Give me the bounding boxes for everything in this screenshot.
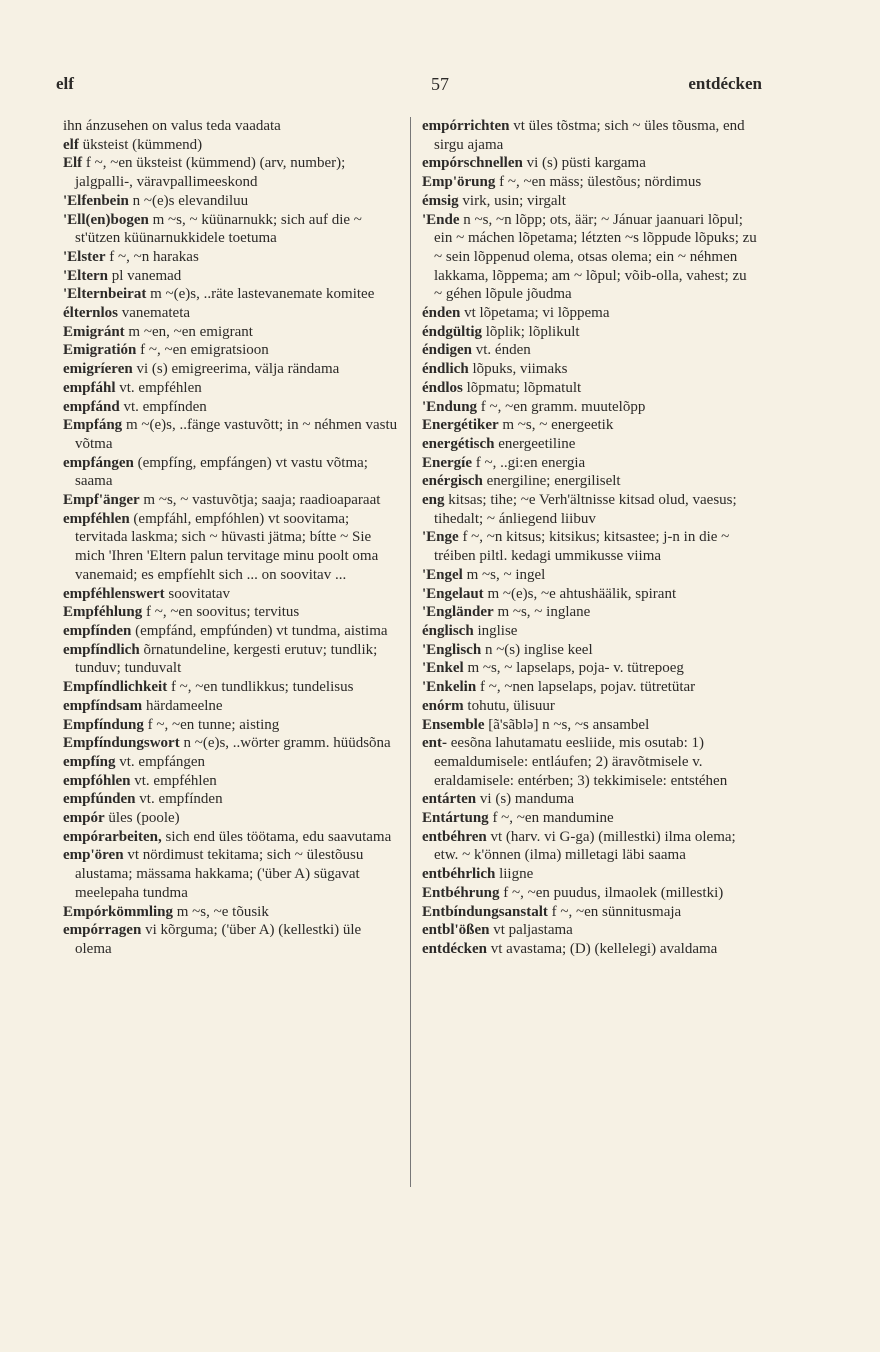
dictionary-entry xyxy=(422,622,758,641)
entry-definition: vt. empfínden xyxy=(139,791,223,808)
dictionary-entry xyxy=(63,846,399,902)
entry-definition: m ~s, ~ lapselaps, poja- v. tütrepoeg xyxy=(467,660,684,677)
entry-definition: f ~, ~nen lapselaps, pojav. tütretütar xyxy=(479,679,696,696)
entry-definition: ihn ánzusehen on valus teda vaadata xyxy=(63,118,281,134)
entry-definition: vt (harv. vi G-ga) (millestki) ilma olema; etw. ~ k'önnen (ilma) milletagi läbi saama xyxy=(434,828,736,864)
entry-headword: Entbéhrung xyxy=(422,884,500,901)
entry-definition: üksteist (kümmend) xyxy=(82,136,203,153)
entry-definition: n ~(s) inglise keel xyxy=(484,641,593,658)
entry-headword: empfóhlen xyxy=(63,772,131,789)
entry-headword: énden xyxy=(422,305,461,322)
dictionary-entry xyxy=(63,585,399,604)
entry-definition: m ~s, ~ inglane xyxy=(497,604,591,621)
dictionary-entry xyxy=(63,360,399,379)
entry-headword: empfínden xyxy=(63,622,132,639)
entry-headword: empfángen xyxy=(63,454,134,471)
entry-definition: vi kõrguma; ('über A) (kellestki) üle olema xyxy=(75,922,362,957)
entry-definition: liigne xyxy=(499,866,534,883)
entry-headword: Empórkömmling xyxy=(63,903,174,920)
entry-definition: lõplik; lõplikult xyxy=(485,323,580,340)
dictionary-entry xyxy=(422,585,758,604)
dictionary-entry xyxy=(63,697,399,716)
entry-definition: n ~(e)s, ..wörter gramm. hüüdsõna xyxy=(183,735,391,752)
entry-headword: empfíndsam xyxy=(63,697,143,714)
entry-headword: empfáhl xyxy=(63,379,116,396)
dictionary-entry xyxy=(422,454,758,473)
entry-headword: 'Ell(en)bogen xyxy=(63,211,149,228)
entry-headword: entárten xyxy=(422,791,477,808)
dictionary-entry xyxy=(422,528,758,565)
entry-definition: f ~, ~en mandumine xyxy=(492,810,614,827)
entry-headword: empórrichten xyxy=(422,118,510,134)
dictionary-entry xyxy=(422,173,758,192)
entry-definition: m ~s, ~ ingel xyxy=(466,566,546,583)
right-column xyxy=(422,117,758,959)
dictionary-entry xyxy=(63,398,399,417)
entry-definition: f ~, ~en sünnitusmaja xyxy=(551,903,682,920)
entry-definition: f ~, ~en tundlikkus; tundelisus xyxy=(170,679,354,696)
entry-headword: empórarbeiten, xyxy=(63,828,162,845)
entry-definition: n ~(e)s elevandiluu xyxy=(132,192,249,209)
entry-headword: enórm xyxy=(422,697,464,714)
entry-headword: 'Elternbeirat xyxy=(63,286,147,303)
entry-headword: Empfáng xyxy=(63,417,123,434)
entry-definition: vt lõpetama; vi lõppema xyxy=(464,305,610,322)
dictionary-entry xyxy=(63,903,399,922)
entry-definition: pl vanemad xyxy=(111,267,182,284)
dictionary-entry xyxy=(63,622,399,641)
dictionary-entry xyxy=(422,416,758,435)
entry-headword: entbéhren xyxy=(422,828,487,845)
dictionary-entry xyxy=(63,248,399,267)
entry-definition: vi (s) püsti kargama xyxy=(526,155,646,172)
dictionary-entry xyxy=(63,117,399,136)
entry-headword: éndigen xyxy=(422,342,473,359)
entry-definition: kitsas; tihe; ~e Verh'ältnisse kitsad olud, vaesus; tihedalt; ~ ánliegend liibuv xyxy=(434,492,737,527)
entry-headword: Emigratión xyxy=(63,342,137,359)
entry-definition: lõpuks, viimaks xyxy=(472,361,568,378)
dictionary-entry xyxy=(63,211,399,248)
entry-definition: inglise xyxy=(477,622,518,639)
entry-headword: 'Engel xyxy=(422,566,463,583)
entry-definition: f ~, ~en puudus, ilmaolek (millestki) xyxy=(503,884,724,901)
entry-headword: empféhlenswert xyxy=(63,585,165,602)
entry-headword: Empféhlung xyxy=(63,604,143,621)
entry-definition: (empfáhl, empfóhlen) vt soovitama; tervitada laskma; sich ~ hüvasti jätma; bítte ~ Sie mich 'Ihren 'Eltern palun tervitage minu poolt oma vanemaid; es empfíehlt sich ... on soovitav ... xyxy=(75,510,379,583)
entry-headword: enérgisch xyxy=(422,473,483,490)
dictionary-entry xyxy=(63,285,399,304)
entry-definition: vt. empféhlen xyxy=(119,379,202,396)
dictionary-entry xyxy=(63,510,399,585)
dictionary-entry xyxy=(422,865,758,884)
dictionary-entry xyxy=(422,903,758,922)
dictionary-entry xyxy=(63,753,399,772)
dictionary-entry xyxy=(63,772,399,791)
entry-definition: m ~s, ~ vastuvõtja; saaja; raadioaparaat xyxy=(143,492,381,509)
entry-headword: empór xyxy=(63,810,105,827)
dictionary-entry xyxy=(422,659,758,678)
entry-definition: energiline; energiliselt xyxy=(486,473,621,490)
entry-definition: f ~, ~n harakas xyxy=(109,248,199,265)
entry-headword: 'Englisch xyxy=(422,641,482,658)
dictionary-entry xyxy=(422,304,758,323)
dictionary-entry xyxy=(422,716,758,735)
entry-headword: Empfíndungswort xyxy=(63,735,180,752)
dictionary-entry xyxy=(422,603,758,622)
dictionary-entry xyxy=(422,360,758,379)
dictionary-entry xyxy=(422,884,758,903)
dictionary-entry xyxy=(63,454,399,491)
dictionary-entry xyxy=(422,491,758,528)
entry-definition: vi (s) manduma xyxy=(479,791,575,808)
entry-definition: härdameelne xyxy=(145,697,223,714)
entry-definition: virk, usin; virgalt xyxy=(462,192,566,209)
entry-headword: empféhlen xyxy=(63,510,130,527)
entry-definition: eesõna lahutamatu eesliide, mis osutab: 1) eemaldumisele: entláufen; 2) äravõtmisele v. eraldamisele: entérben; 3) tekkimisele: entstéhen xyxy=(434,735,728,789)
entry-definition: m ~en, ~en emigrant xyxy=(128,323,253,340)
running-head-right: entdécken xyxy=(688,74,762,93)
left-column xyxy=(63,117,399,959)
entry-definition: f ~, ~en üksteist (kümmend) (arv, number); jalgpalli-, väravpallimeeskond xyxy=(75,155,346,191)
dictionary-entry xyxy=(63,304,399,323)
entry-headword: emp'ören xyxy=(63,847,124,864)
entry-definition: n ~s, ~n lõpp; ots, äär; ~ Jánuar jaanuari lõpul; ein ~ máchen lõpetama; létzten ~s lõppude lõpuks; zu ~ sein lõppenud olema, otsas olema; ein ~ néhmen lakkama, lõppema; am ~ lõpul; võib-olla, vahest; zu ~ géhen lõpule jõudma xyxy=(434,211,757,303)
entry-definition: vt üles tõstma; sich ~ üles tõusma, end sirgu ajama xyxy=(434,118,745,153)
entry-definition: f ~, ..gi:en energia xyxy=(475,454,586,471)
entry-headword: elf xyxy=(63,136,79,153)
dictionary-entry xyxy=(63,603,399,622)
entry-headword: Empf'änger xyxy=(63,492,140,509)
entry-headword: emigríeren xyxy=(63,361,133,378)
dictionary-entry xyxy=(63,809,399,828)
dictionary-entry xyxy=(422,641,758,660)
entry-definition: m ~(e)s, ..fänge vastuvõtt; in ~ néhmen vastu võtma xyxy=(75,417,398,452)
entry-definition: f ~, ~en gramm. muutelõpp xyxy=(480,398,646,415)
running-head-left: elf xyxy=(56,74,74,93)
entry-headword: 'Eltern xyxy=(63,267,108,284)
entry-headword: entbl'ößen xyxy=(422,922,490,939)
entry-headword: Energíe xyxy=(422,454,472,471)
entry-headword: empórschnellen xyxy=(422,155,523,172)
entry-definition: vt nördimust tekitama; sich ~ ülestõusu alustama; mässama hakkama; ('über A) sügavat meelepaha tundma xyxy=(75,847,364,901)
entry-definition: f ~, ~n kitsus; kitsikus; kitsastee; j-n in die ~ tréiben piltl. kedagi ummikusse viima xyxy=(434,529,730,565)
dictionary-entry xyxy=(63,491,399,510)
dictionary-entry xyxy=(63,921,399,958)
dictionary-entry xyxy=(63,136,399,155)
entry-definition: soovitatav xyxy=(168,585,231,602)
entry-headword: 'Enge xyxy=(422,529,459,546)
dictionary-entry xyxy=(422,341,758,360)
entry-headword: entbéhrlich xyxy=(422,866,496,883)
dictionary-entry xyxy=(422,435,758,454)
dictionary-entry xyxy=(422,678,758,697)
entry-definition: f ~, ~en soovitus; tervitus xyxy=(145,604,300,621)
entry-definition: m ~(e)s, ..räte lastevanemate komitee xyxy=(150,286,375,303)
entry-headword: 'Endung xyxy=(422,398,478,415)
dictionary-entry xyxy=(422,398,758,417)
dictionary-entry xyxy=(422,790,758,809)
dictionary-entry xyxy=(63,790,399,809)
entry-headword: 'Engelaut xyxy=(422,585,484,602)
entry-definition: f ~, ~en tunne; aisting xyxy=(147,716,280,733)
dictionary-entry xyxy=(63,192,399,211)
column-divider xyxy=(410,117,411,1187)
dictionary-entry xyxy=(422,921,758,940)
dictionary-entry xyxy=(422,192,758,211)
dictionary-entry xyxy=(422,154,758,173)
entry-definition: vt. empfínden xyxy=(123,398,207,415)
page-number: 57 xyxy=(431,74,449,94)
dictionary-entry xyxy=(422,828,758,865)
entry-headword: empfúnden xyxy=(63,791,136,808)
entry-definition: (empfíng, empfángen) vt vastu võtma; saama xyxy=(75,454,368,490)
dictionary-entry xyxy=(422,117,758,154)
dictionary-entry xyxy=(422,940,758,959)
entry-definition: sich end üles töötama, edu saavutama xyxy=(165,828,392,845)
entry-definition: [ã'sãblə] n ~s, ~s ansambel xyxy=(488,716,650,733)
entry-definition: vt. empfángen xyxy=(119,753,206,770)
dictionary-entry xyxy=(422,379,758,398)
entry-headword: 'Elfenbein xyxy=(63,192,129,209)
entry-headword: éndlich xyxy=(422,361,469,378)
dictionary-entry xyxy=(63,716,399,735)
dictionary-entry xyxy=(63,641,399,678)
entry-headword: entdécken xyxy=(422,940,487,957)
entry-definition: vanemateta xyxy=(121,305,191,322)
dictionary-entry xyxy=(63,341,399,360)
dictionary-entry xyxy=(63,828,399,847)
entry-headword: eng xyxy=(422,492,445,509)
dictionary-entry xyxy=(422,697,758,716)
entry-definition: õrnatundeline, kergesti erutuv; tundlik; tunduv; tunduvalt xyxy=(75,641,378,677)
entry-definition: m ~s, ~e tõusik xyxy=(176,903,269,920)
entry-definition: vt. énden xyxy=(475,342,531,359)
dictionary-entry xyxy=(422,472,758,491)
entry-headword: Empfíndlichkeit xyxy=(63,679,168,696)
dictionary-entry xyxy=(63,154,399,191)
entry-definition: energeetiline xyxy=(498,435,576,452)
entry-headword: éndlos xyxy=(422,379,463,396)
entry-definition: f ~, ~en mäss; ülestõus; nördimus xyxy=(499,174,702,191)
entry-headword: énglisch xyxy=(422,622,474,639)
entry-headword: Emp'örung xyxy=(422,174,496,191)
dictionary-entry xyxy=(63,416,399,453)
entry-headword: éndgültig xyxy=(422,323,483,340)
entry-headword: empórragen xyxy=(63,922,142,939)
entry-headword: Emigránt xyxy=(63,323,125,340)
entry-headword: Entbíndungsanstalt xyxy=(422,903,548,920)
entry-headword: 'Enkelin xyxy=(422,679,477,696)
entry-headword: élternlos xyxy=(63,305,118,322)
entry-headword: 'Ende xyxy=(422,211,460,228)
entry-definition: m ~(e)s, ~e ahtushäälik, spirant xyxy=(487,585,677,602)
entry-headword: Elf xyxy=(63,155,83,172)
entry-definition: m ~s, ~ energeetik xyxy=(502,417,614,434)
entry-definition: lõpmatu; lõpmatult xyxy=(466,379,582,396)
entry-headword: ent- xyxy=(422,735,447,752)
dictionary-entry xyxy=(63,267,399,286)
entry-definition: f ~, ~en emigratsioon xyxy=(140,342,269,359)
entry-definition: tohutu, ülisuur xyxy=(467,697,555,714)
entry-definition: vt paljastama xyxy=(493,922,573,939)
entry-definition: vt. empféhlen xyxy=(134,772,217,789)
entry-headword: Entártung xyxy=(422,810,489,827)
dictionary-entry xyxy=(63,379,399,398)
entry-headword: empfíng xyxy=(63,753,116,770)
entry-headword: energétisch xyxy=(422,435,495,452)
entry-headword: 'Elster xyxy=(63,248,106,265)
dictionary-entry xyxy=(422,809,758,828)
dictionary-entry xyxy=(422,323,758,342)
entry-headword: Empfíndung xyxy=(63,716,144,733)
dictionary-entry xyxy=(63,323,399,342)
entry-headword: empfíndlich xyxy=(63,641,140,658)
dictionary-entry xyxy=(422,566,758,585)
entry-definition: (empfánd, empfúnden) vt tundma, aistima xyxy=(135,622,388,639)
entry-headword: 'Enkel xyxy=(422,660,464,677)
entry-headword: empfánd xyxy=(63,398,120,415)
dictionary-entry xyxy=(422,734,758,790)
entry-headword: Ensemble xyxy=(422,716,485,733)
dictionary-entry xyxy=(422,211,758,305)
entry-definition: üles (poole) xyxy=(108,810,180,827)
dictionary-entry xyxy=(63,734,399,753)
entry-definition: m ~s, ~ küünarnukk; sich auf die ~ st'ützen küünarnukkidele toetuma xyxy=(75,211,362,247)
entry-headword: Energétiker xyxy=(422,417,499,434)
entry-definition: vt avastama; (D) (kellelegi) avaldama xyxy=(490,940,718,957)
entry-definition: vi (s) emigreerima, välja rändama xyxy=(136,361,340,378)
entry-headword: émsig xyxy=(422,192,459,209)
dictionary-entry xyxy=(63,678,399,697)
entry-headword: 'Engländer xyxy=(422,604,494,621)
